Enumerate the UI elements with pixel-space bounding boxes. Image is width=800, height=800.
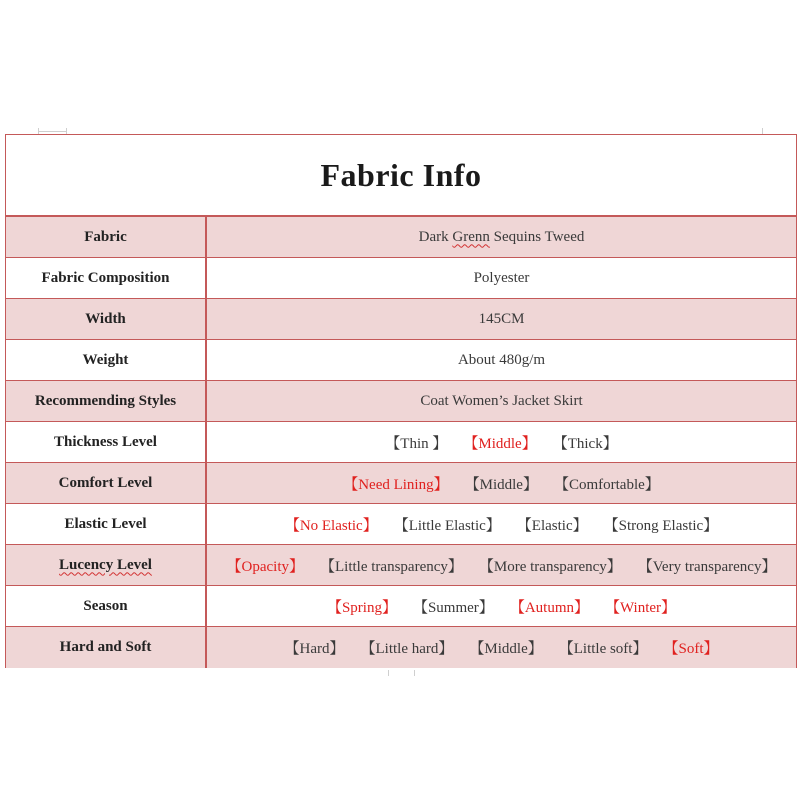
row-label-text: Weight <box>82 351 129 368</box>
option: 【Middle】 <box>469 641 543 657</box>
option: 【Thick】 <box>552 435 618 452</box>
row-value <box>207 422 796 462</box>
row-label <box>6 258 207 298</box>
row-value <box>207 299 796 339</box>
option: 【Strong Elastic】 <box>603 517 719 534</box>
row-label <box>6 545 207 585</box>
option: 【Thin 】 <box>385 435 448 452</box>
selected-option: 【No Elastic】 <box>284 517 378 534</box>
table-row <box>6 422 796 463</box>
page-corner-mark <box>388 670 389 676</box>
row-value <box>207 627 796 668</box>
table-row <box>6 504 796 545</box>
option: 【Little Elastic】 <box>393 517 501 534</box>
selected-option: 【Soft】 <box>663 641 719 657</box>
option: 【Little hard】 <box>360 641 454 657</box>
option: 【Summer】 <box>412 599 494 616</box>
table-row <box>6 258 796 299</box>
table-row <box>6 545 796 586</box>
row-label <box>6 422 207 462</box>
table-row <box>6 217 796 258</box>
row-label-text: Lucency Level <box>59 556 152 573</box>
row-label-text: Comfort Level <box>58 474 153 491</box>
row-label-text: Recommending Styles <box>34 392 177 409</box>
option: 【Comfortable】 <box>553 476 660 493</box>
row-label-text: Thickness Level <box>54 433 157 450</box>
option: 【More transparency】 <box>478 558 622 575</box>
option: 【Little transparency】 <box>320 558 463 575</box>
row-value-text: Polyester <box>473 269 530 286</box>
selected-option: 【Spring】 <box>326 599 397 616</box>
table-row <box>6 340 796 381</box>
selected-option: 【Middle】 <box>463 435 537 452</box>
row-label <box>6 340 207 380</box>
row-label-text: Hard and Soft <box>59 639 152 655</box>
row-label <box>6 627 207 668</box>
title-row <box>6 135 796 217</box>
option: 【Hard】 <box>284 641 345 657</box>
row-value-text: Dark Grenn Sequins Tweed <box>418 228 585 245</box>
row-value <box>207 545 796 585</box>
row-label <box>6 504 207 544</box>
row-value <box>207 258 796 298</box>
selected-option: 【Need Lining】 <box>343 476 449 493</box>
option: 【Little soft】 <box>558 641 648 657</box>
row-value-text: 145CM <box>478 310 525 327</box>
row-value <box>207 586 796 626</box>
row-value <box>207 463 796 503</box>
selected-option: 【Autumn】 <box>509 599 589 616</box>
row-label-text: Fabric Composition <box>41 269 170 286</box>
row-label <box>6 586 207 626</box>
table-row <box>6 586 796 627</box>
row-label <box>6 217 207 257</box>
table-title: Fabric Info <box>320 156 482 193</box>
fabric-info-table <box>5 134 797 668</box>
row-value-text: Coat Women’s Jacket Skirt <box>420 392 583 409</box>
row-value <box>207 504 796 544</box>
selected-option: 【Opacity】 <box>226 558 305 575</box>
row-label-text: Elastic Level <box>64 515 147 532</box>
table-row <box>6 627 796 668</box>
option: 【Elastic】 <box>516 517 588 534</box>
row-value <box>207 340 796 380</box>
row-label-text: Width <box>85 310 126 327</box>
option: 【Middle】 <box>464 476 538 493</box>
page-corner-mark <box>414 670 415 676</box>
row-label <box>6 299 207 339</box>
row-value <box>207 381 796 421</box>
row-label-text: Fabric <box>84 228 127 245</box>
option: 【Very transparency】 <box>637 558 777 575</box>
table-row <box>6 299 796 340</box>
page-corner-mark <box>38 131 66 132</box>
row-label <box>6 463 207 503</box>
selected-option: 【Winter】 <box>604 599 677 616</box>
table-row <box>6 381 796 422</box>
row-value <box>207 217 796 257</box>
row-label <box>6 381 207 421</box>
table-row <box>6 463 796 504</box>
row-label-text: Season <box>83 597 128 614</box>
row-value-text: About 480g/m <box>457 351 546 368</box>
table-body <box>6 217 796 668</box>
